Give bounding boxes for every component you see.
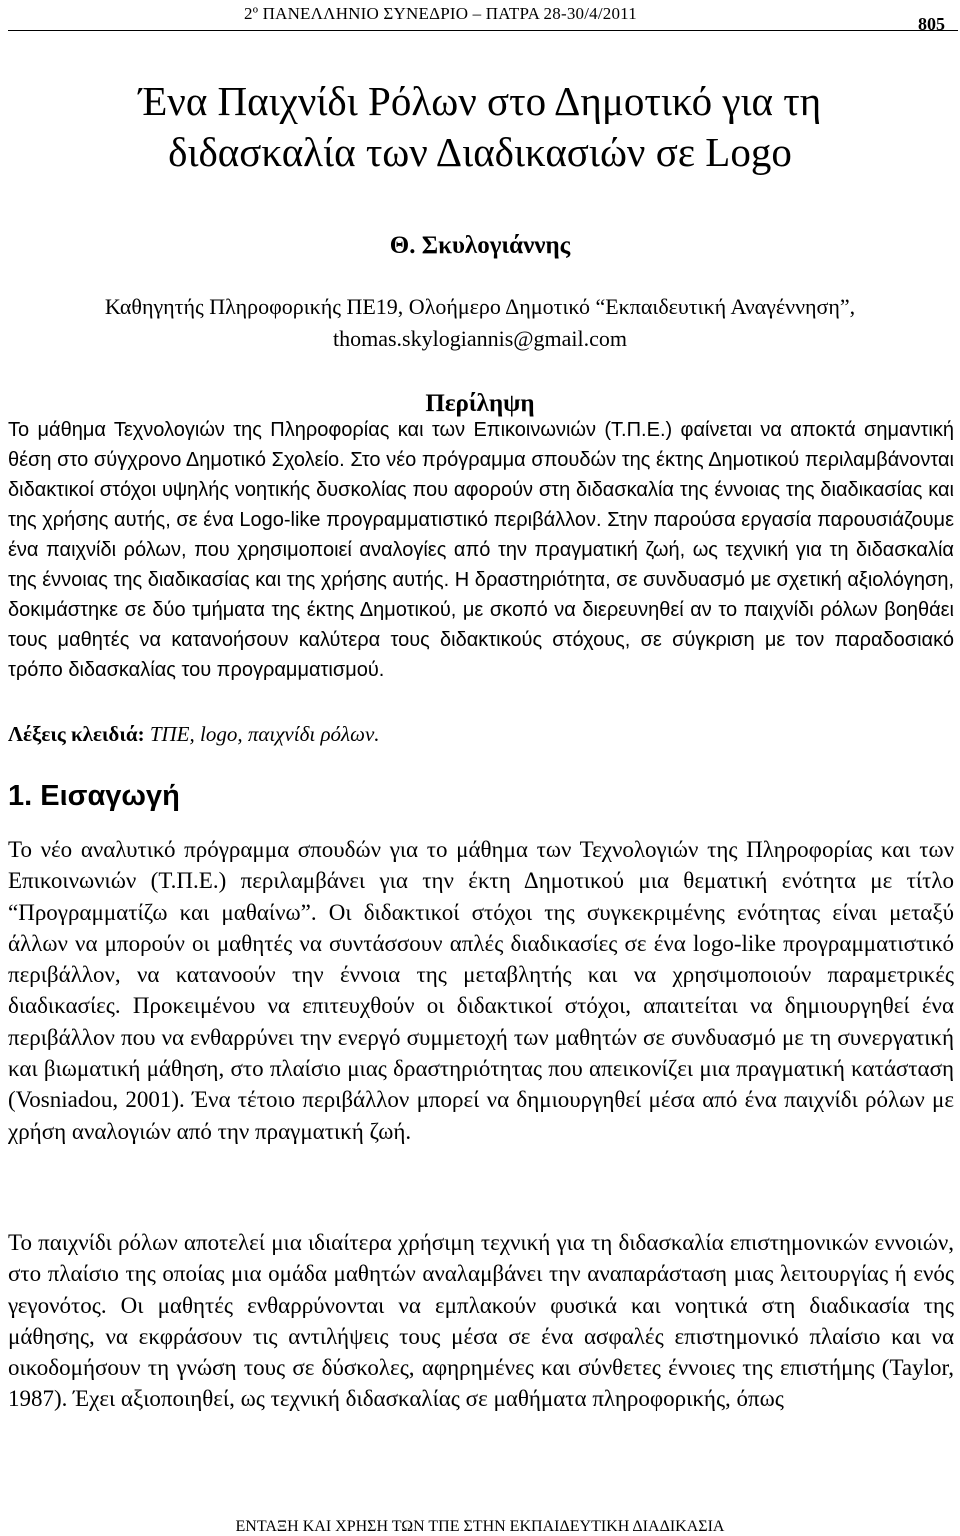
keywords-label: Λέξεις κλειδιά: <box>8 722 145 746</box>
abstract-heading: Περίληψη <box>425 390 535 417</box>
running-header <box>0 4 960 34</box>
page-number: 805 <box>918 14 945 34</box>
running-footer: ΕΝΤΑΞΗ ΚΑΙ ΧΡΗΣΗ ΤΩΝ ΤΠΕ ΣΤΗΝ ΕΚΠΑΙΔΕΥΤΙΚΗ ΔΙΑΔΙΚΑΣΙΑ <box>235 1518 725 1535</box>
conference-name: 2º ΠΑΝΕΛΛΗΝΙΟ ΣΥΝΕΔΡΙΟ – ΠΑΤΡΑ 28-30/4/2011 <box>244 4 637 23</box>
author-affiliation: Καθηγητής Πληροφορικής ΠΕ19, Ολοήμερο Δημοτικό “Εκπαιδευτική Αναγέννηση”, <box>104 294 856 319</box>
keywords-value: ΤΠΕ, logo, παιχνίδι ρόλων. <box>149 722 380 746</box>
paper-title: Ένα Παιχνίδι Ρόλων στο Δημοτικό για τη διδασκαλία των Διαδικασιών σε Logo <box>138 78 822 175</box>
body-paragraph: Το νέο αναλυτικό πρόγραμμα σπουδών για το μάθημα των Τεχνολογιών της Πληροφορίας και των Επικοινωνιών (Τ.Π.Ε.) περιλαμβάνει για την έκτη Δημοτικού μια θεματική ενότητα με τίτλο “Προγραμματίζω και μαθαίνω”. Οι διδακτικοί στόχοι της συγκεκριμένης ενότητας είναι μεταξύ άλλων να μπορούν οι μαθητές να συντάσσουν απλές διαδικασίες σε ένα logo-like προγραμματιστικό περιβάλλον, να κατανοούν την έννοια της μεταβλητής και να χρησιμοποιούν παραμετρικές διαδικασίες. Προκειμένου να επιτευχθούν οι διδακτικοί στόχοι, απαιτείται να δημιουργηθεί ένα περιβάλλον που να ενθαρρύνει την ενεργό συμμετοχή των μαθητών σε συνδυασμό με τη συνεργατική και βιωματική μάθηση, στο πλαίσιο μιας δραστηριότητας που απεικονίζει μια πραγματική κατάσταση (Vosniadou, 2001). Ένα τέτοιο περιβάλλον μπορεί να δημιουργηθεί μέσα από ένα παιχνίδι ρόλων με χρήση αναλογιών από την πραγματική ζωή. <box>8 837 954 1144</box>
author-name: Θ. Σκυλογιάννης <box>389 232 571 259</box>
abstract-text: Το μάθημα Τεχνολογιών της Πληροφορίας και των Επικοινωνιών (Τ.Π.Ε.) φαίνεται να αποκτά σημαντική θέση στο σύγχρονο Δημοτικό Σχολείο. Στο νέο πρόγραμμα σπουδών της έκτης Δημοτικού περιλαμβάνονται διδακτικοί στόχοι υψηλής νοητικής δυσκολίας που αφορούν στη διδασκαλία της έννοιας της διαδικασίας και της χρήσης αυτής, σε ένα Logo-like προγραμματιστικό περιβάλλον. Στην παρούσα εργασία παρουσιάζουμε ένα παιχνίδι ρόλων, που χρησιμοποιεί αναλογίες από την πραγματική ζωή, ως τεχνική για τη διδασκαλία της έννοιας της διαδικασίας και της χρήσης αυτής. Η δραστηριότητα, σε συνδυασμό με σχετική αξιολόγηση, δοκιμάστηκε σε δύο τμήματα της έκτης Δημοτικού, με σκοπό να διερευνηθεί αν το παιχνίδι ρόλων βοηθάει τους μαθητές να κατανοήσουν καλύτερα τους διδακτικούς στόχους, σε σύγκριση με τον παραδοσιακό τρόπο διδασκαλίας του προγραμματισμού. <box>8 419 954 681</box>
author-affiliation-block <box>20 291 940 355</box>
author-email: thomas.skylogiannis@gmail.com <box>332 326 627 351</box>
section-heading: 1. Εισαγωγή <box>8 780 180 812</box>
keywords <box>8 719 954 749</box>
body-paragraph: Το παιχνίδι ρόλων αποτελεί μια ιδιαίτερα χρήσιμη τεχνική για τη διδασκαλία επιστημονικών εννοιών, στο πλαίσιο της οποίας μια ομάδα μαθητών αναλαμβάνει την αναπαράσταση μιας λειτουργίας ή ενός γεγονότος. Οι μαθητές ενθαρρύνονται να εμπλακούν φυσικά και νοητικά στη διαδικασία της μάθησης, να εκφράσουν τις αντιλήψεις τους μέσα σε ένα ασφαλές επιστημονικό πλαίσιο και να οικοδομήσουν τη γνώση τους σε δύσκολες, αφηρημένες και σύνθετες έννοιες της επιστήμης (Taylor, 1987). Έχει αξιοποιηθεί, ως τεχνική διδασκαλίας σε μαθήματα πληροφορικής, όπως <box>8 1230 954 1412</box>
header-rule <box>8 30 958 31</box>
